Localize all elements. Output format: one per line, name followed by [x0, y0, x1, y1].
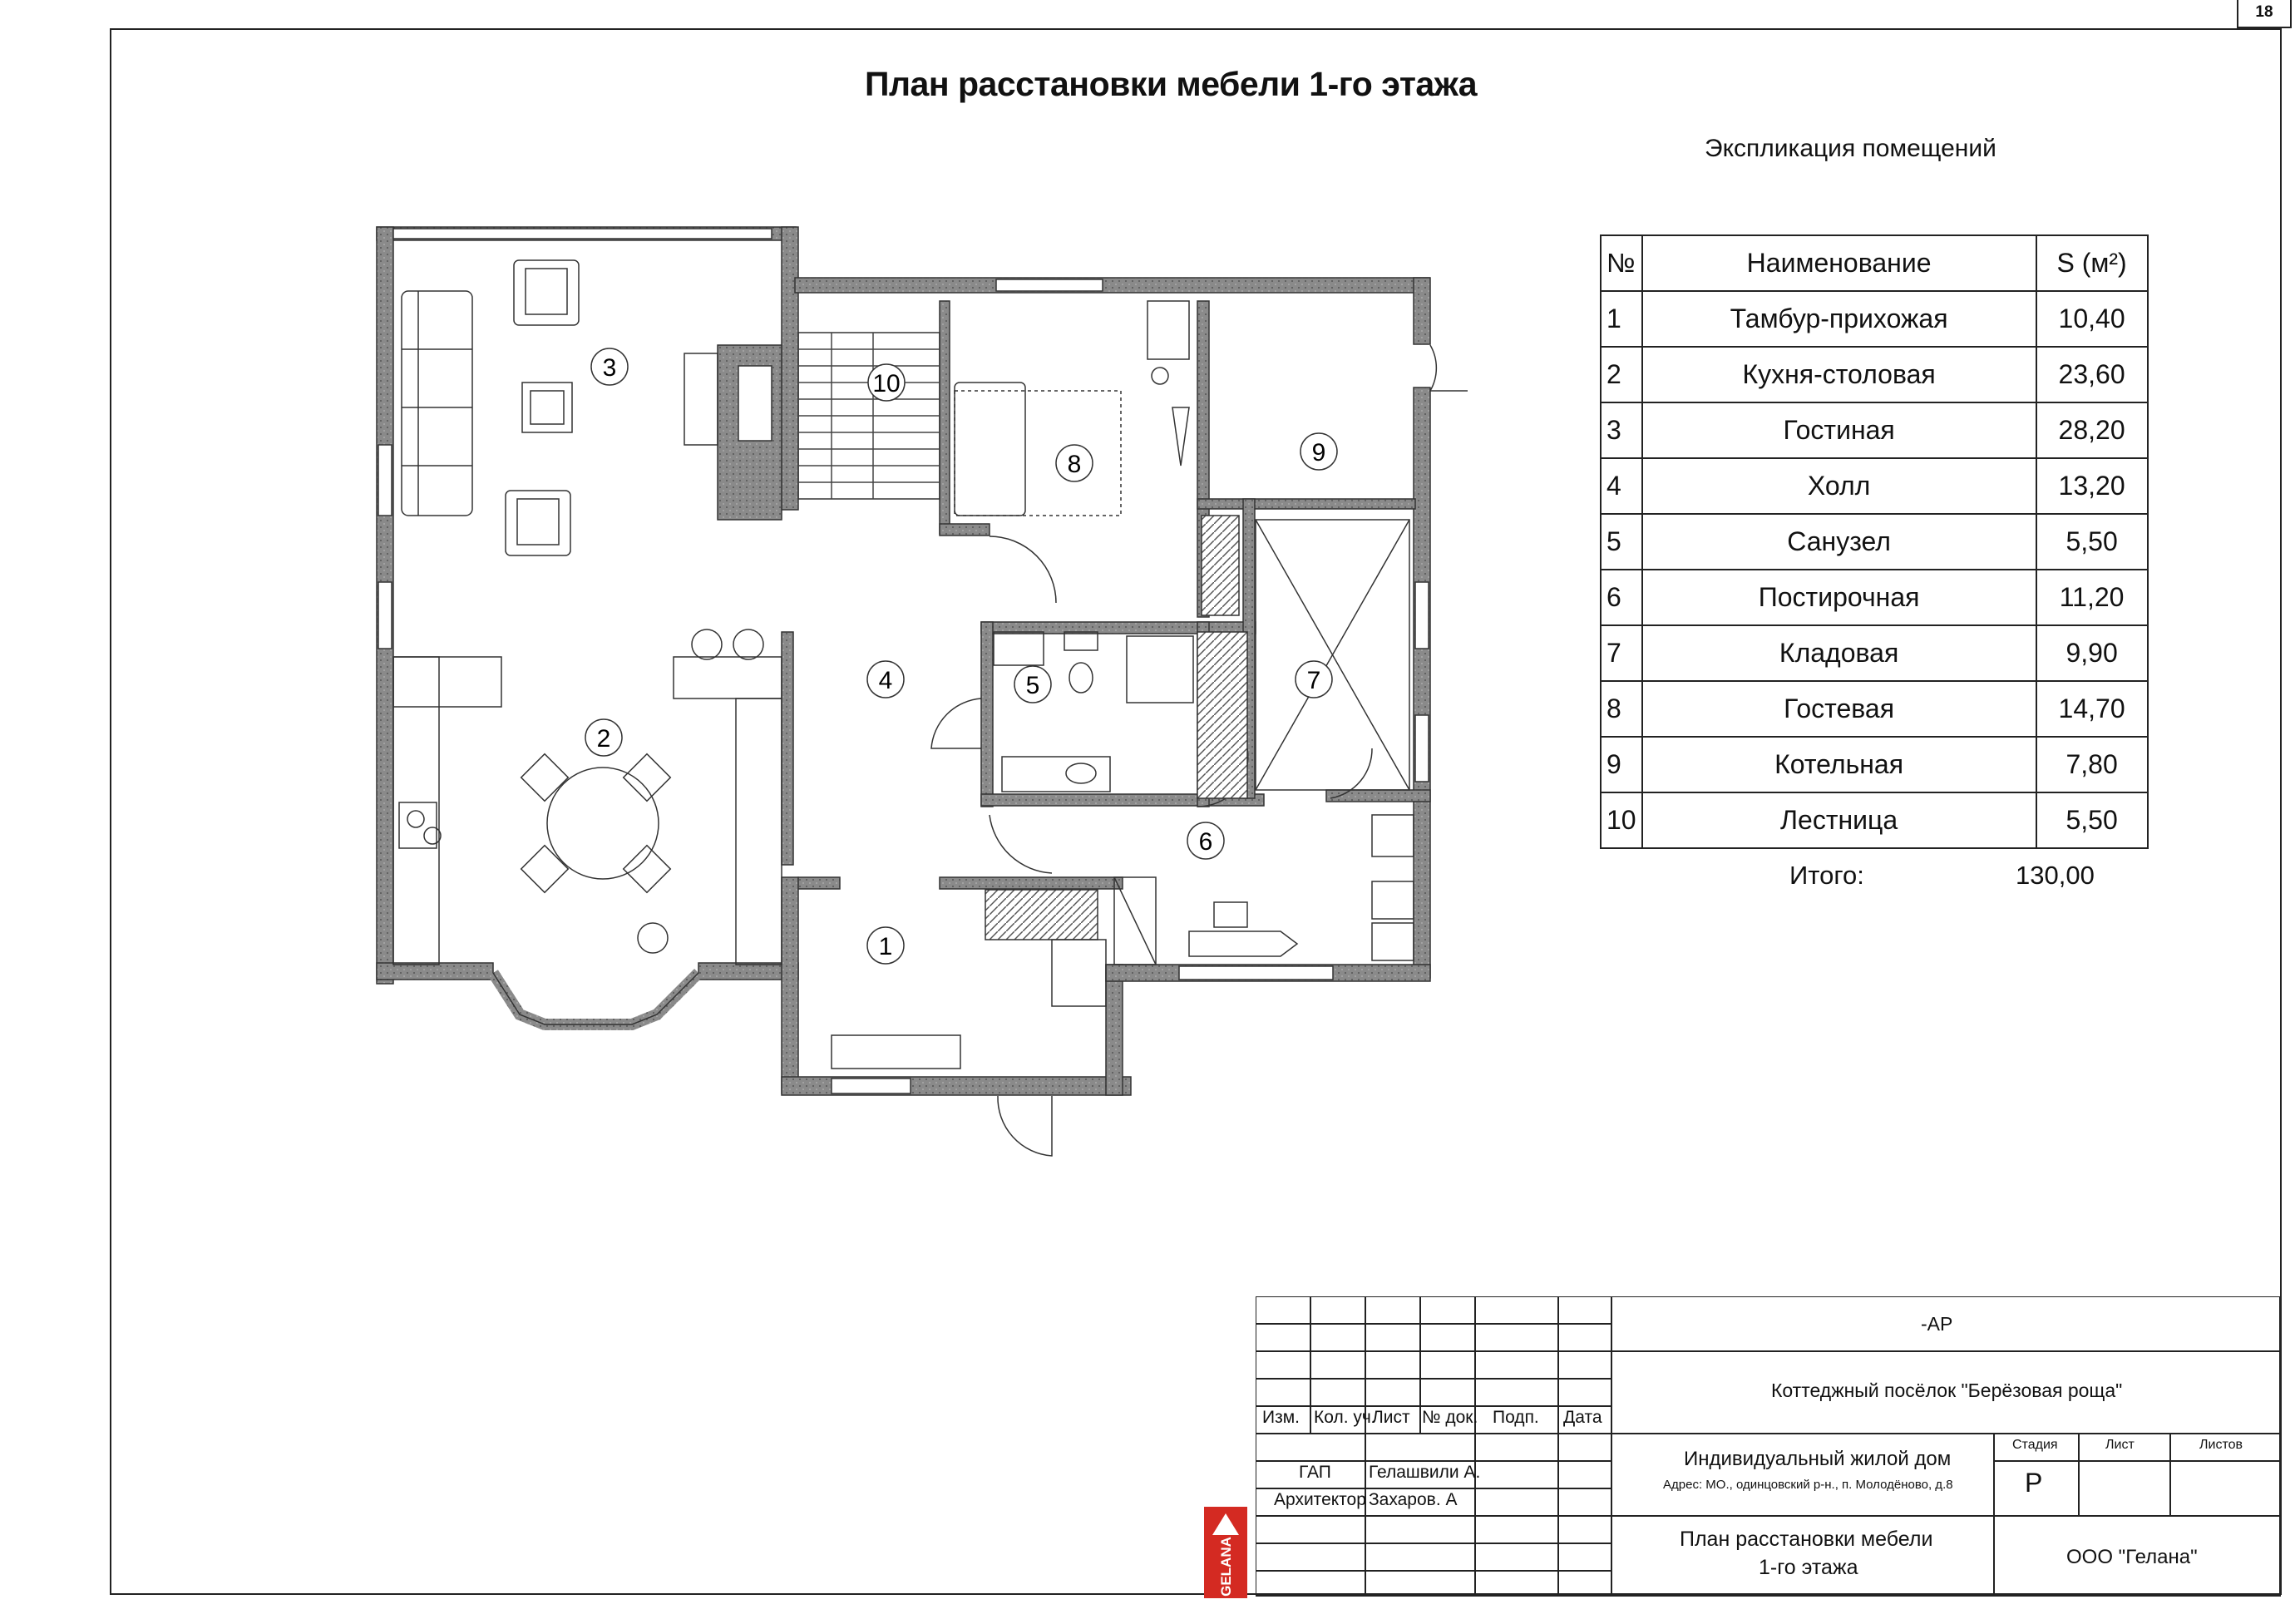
storage-shelf-1	[1197, 632, 1247, 798]
company-name: ООО "Гелана"	[2066, 1546, 2198, 1568]
room-label-1: 1	[878, 933, 893, 960]
sheet-name-1: План расстановки мебели	[1680, 1528, 1933, 1551]
col-list: Лист	[1372, 1408, 1410, 1427]
row-area: 14,70	[2036, 681, 2148, 737]
rug-guest	[955, 391, 1121, 516]
door-guest	[990, 536, 1056, 603]
ironing-board	[1189, 931, 1297, 956]
chair-4	[624, 846, 671, 893]
bar-counter	[674, 657, 782, 698]
header-no: №	[1601, 235, 1642, 291]
table-row	[1601, 681, 2148, 737]
explication-table	[1600, 234, 2149, 849]
row-area: 13,20	[2036, 458, 2148, 514]
table-row	[1601, 347, 2148, 402]
window-living-left	[378, 445, 392, 516]
row-name: Постирочная	[1642, 570, 2036, 625]
window-laundry	[1179, 966, 1333, 980]
wall-top-center	[795, 278, 1429, 293]
wall-vestibule-left	[782, 877, 798, 1093]
vestibule-bench	[832, 1035, 960, 1069]
wardrobe-guest	[1148, 301, 1189, 359]
name-architect: Захаров. А	[1369, 1490, 1458, 1509]
stage-value: Р	[2025, 1468, 2043, 1498]
door-boiler	[1430, 345, 1468, 391]
row-name: Санузел	[1642, 514, 2036, 570]
fireplace-shelf	[684, 353, 718, 445]
window-right-2	[1415, 715, 1429, 782]
row-area: 5,50	[2036, 514, 2148, 570]
wall-bath-left	[981, 622, 993, 807]
header-name: Наименование	[1642, 235, 2036, 291]
company-logo	[1204, 1507, 1247, 1598]
lamp-guest	[1172, 407, 1189, 466]
chair-3	[521, 846, 569, 893]
room-label-5: 5	[1025, 672, 1040, 699]
door-bath	[931, 698, 981, 748]
row-no: 10	[1601, 792, 1642, 848]
bed-guest	[955, 383, 1025, 516]
wall-guest-left	[940, 301, 950, 534]
window-living-left-2	[378, 582, 392, 649]
kitchen-counter-right	[736, 698, 782, 965]
object-name: Индивидуальный жилой дом	[1684, 1448, 1952, 1470]
stove-burner	[407, 811, 424, 827]
bath-sink	[1066, 763, 1096, 783]
chair-5	[638, 923, 668, 953]
total-value: 130,00	[2016, 861, 2095, 890]
object-address: Адрес: МО., одинцовский р-н., п. Молодёново, д.8	[1663, 1478, 1953, 1492]
row-name: Котельная	[1642, 737, 2036, 792]
row-name: Гостиная	[1642, 402, 2036, 458]
row-area: 9,90	[2036, 625, 2148, 681]
vestibule-wardrobe	[1052, 940, 1106, 1006]
row-no: 1	[1601, 291, 1642, 347]
table-row	[1601, 792, 2148, 848]
storage-shelf-2	[1202, 516, 1239, 615]
col-ndok: № док.	[1422, 1408, 1478, 1427]
logo-text: GELANA	[1218, 1537, 1234, 1597]
door-entrance	[998, 1096, 1052, 1156]
window-top-guest	[996, 279, 1103, 291]
table-row	[1601, 514, 2148, 570]
room-label-4: 4	[878, 667, 893, 694]
wall-kitchen-hall	[782, 632, 793, 865]
table-row	[1601, 402, 2148, 458]
armchair-2	[506, 491, 570, 555]
sheet-header: Лист	[2105, 1438, 2135, 1452]
laundry-shelf	[985, 890, 1098, 940]
project-code: -АР	[1921, 1313, 1953, 1335]
wall-right	[1414, 387, 1430, 978]
wall-right-top	[1414, 278, 1430, 344]
washer-1	[1372, 881, 1414, 919]
row-no: 9	[1601, 737, 1642, 792]
wall-bottom-left	[377, 963, 493, 980]
row-no: 3	[1601, 402, 1642, 458]
wall-guest-bottom	[940, 524, 990, 536]
col-kol: Кол. уч.	[1314, 1408, 1376, 1427]
washer-2	[1372, 923, 1414, 960]
sheet-number: 18	[2237, 0, 2292, 28]
bath-vanity	[1002, 757, 1110, 792]
row-no: 8	[1601, 681, 1642, 737]
window-top-living	[393, 229, 772, 239]
row-area: 28,20	[2036, 402, 2148, 458]
toilet	[1069, 663, 1093, 693]
sheet-name-2: 1-го этажа	[1759, 1556, 1858, 1579]
bath-shelf	[994, 632, 1044, 665]
table-row	[1601, 458, 2148, 514]
col-izm: Изм.	[1262, 1408, 1300, 1427]
row-name: Тамбур-прихожая	[1642, 291, 2036, 347]
row-no: 5	[1601, 514, 1642, 570]
role-gap: ГАП	[1299, 1463, 1331, 1482]
row-name: Лестница	[1642, 792, 2036, 848]
room-label-9: 9	[1311, 439, 1326, 466]
armchair-1	[514, 260, 579, 325]
kitchen-counter-corner	[393, 657, 501, 707]
table-row	[1601, 737, 2148, 792]
door-laundry	[990, 815, 1052, 873]
bar-stool-1	[692, 629, 722, 659]
table-row	[1601, 625, 2148, 681]
sink-guest	[1152, 368, 1168, 384]
row-name: Кладовая	[1642, 625, 2036, 681]
laundry-sink	[1372, 815, 1414, 856]
project-name: Коттеджный посёлок "Берёзовая роща"	[1771, 1380, 2123, 1401]
chair-2	[624, 754, 671, 802]
col-podp: Подп.	[1493, 1408, 1539, 1427]
row-area: 7,80	[2036, 737, 2148, 792]
wall-storage-bottom	[1326, 790, 1430, 802]
drawing-title: План расстановки мебели 1-го этажа	[865, 65, 1478, 103]
room-label-8: 8	[1067, 451, 1082, 478]
role-architect: Архитектор	[1274, 1490, 1366, 1509]
window-vestibule	[832, 1079, 911, 1093]
sofa-living	[402, 291, 472, 516]
table-row	[1601, 291, 2148, 347]
laundry-chair	[1214, 902, 1247, 927]
room-label-7: 7	[1306, 667, 1321, 694]
room-label-3: 3	[602, 354, 617, 382]
row-name: Гостевая	[1642, 681, 2036, 737]
room-label-10: 10	[872, 370, 901, 397]
total-label: Итого:	[1789, 861, 1864, 890]
stage-header: Стадия	[2012, 1438, 2058, 1452]
coffee-table	[522, 383, 572, 432]
row-area: 23,60	[2036, 347, 2148, 402]
dining-table	[547, 768, 659, 879]
row-no: 4	[1601, 458, 1642, 514]
sheets-header: Листов	[2199, 1438, 2243, 1452]
row-area: 5,50	[2036, 792, 2148, 848]
wall-boiler-bottom	[1197, 499, 1415, 509]
name-gap: Гелашвили А.	[1369, 1463, 1481, 1482]
row-area: 11,20	[2036, 570, 2148, 625]
row-no: 6	[1601, 570, 1642, 625]
wall-living-right	[782, 227, 798, 510]
col-data: Дата	[1563, 1408, 1602, 1427]
room-label-6: 6	[1198, 828, 1213, 856]
row-no: 7	[1601, 625, 1642, 681]
wall-laundry-top	[940, 877, 1123, 889]
row-name: Кухня-столовая	[1642, 347, 2036, 402]
wall-vestibule-right	[1106, 965, 1123, 1095]
table-header-row	[1601, 235, 2148, 291]
row-no: 2	[1601, 347, 1642, 402]
row-area: 10,40	[2036, 291, 2148, 347]
table-row	[1601, 570, 2148, 625]
shower	[1127, 636, 1193, 703]
room-label-2: 2	[596, 725, 611, 753]
header-area: S (м²)	[2036, 235, 2148, 291]
window-right-1	[1415, 582, 1429, 649]
wall-vestibule-top	[798, 877, 840, 889]
bar-stool-2	[733, 629, 763, 659]
explication-title: Экспликация помещений	[1705, 135, 1996, 162]
chair-1	[521, 754, 569, 802]
row-name: Холл	[1642, 458, 2036, 514]
